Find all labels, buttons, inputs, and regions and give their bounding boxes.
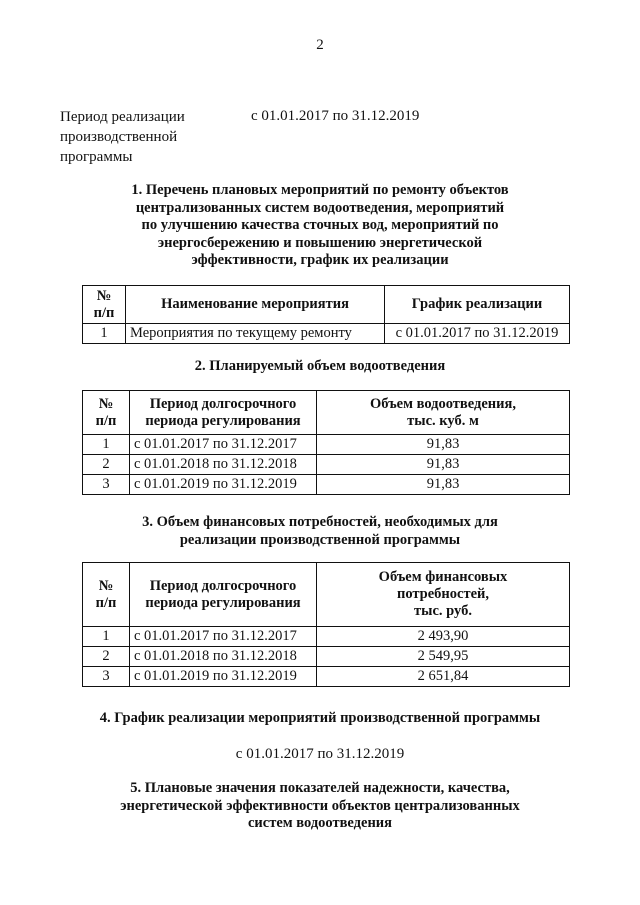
row-finance: 2 493,90 bbox=[317, 627, 570, 647]
row-period: с 01.01.2017 по 31.12.2017 bbox=[130, 435, 317, 455]
col-period-header: Период долгосрочного периода регулирования bbox=[130, 391, 317, 435]
row-number: 3 bbox=[83, 667, 130, 687]
row-period: с 01.01.2018 по 31.12.2018 bbox=[130, 647, 317, 667]
row-number: 2 bbox=[83, 455, 130, 475]
table-row bbox=[83, 475, 570, 495]
table-row bbox=[83, 435, 570, 455]
table-row bbox=[83, 627, 570, 647]
section2-heading: 2. Планируемый объем водоотведения bbox=[194, 358, 446, 374]
row-volume: 91,83 bbox=[317, 435, 570, 455]
row-number: 1 bbox=[83, 324, 126, 344]
row-finance: 2 549,95 bbox=[317, 647, 570, 667]
row-number: 3 bbox=[83, 475, 130, 495]
row-number: 2 bbox=[83, 647, 130, 667]
col-period-header: Период долгосрочного периода регулирования bbox=[130, 563, 317, 627]
table-header-row bbox=[83, 563, 570, 627]
row-volume: 91,83 bbox=[317, 455, 570, 475]
row-number: 1 bbox=[83, 627, 130, 647]
table-row bbox=[83, 647, 570, 667]
table-row bbox=[83, 324, 570, 344]
col-volume-header: Объем водоотведения, тыс. куб. м bbox=[317, 391, 570, 435]
row-volume: 91,83 bbox=[317, 475, 570, 495]
col-schedule-header: График реализации bbox=[385, 286, 570, 324]
section4-heading: 4. График реализации мероприятий производственной программы bbox=[99, 710, 541, 726]
period-value: с 01.01.2017 по 31.12.2019 bbox=[251, 108, 420, 124]
row-schedule: с 01.01.2017 по 31.12.2019 bbox=[385, 324, 570, 344]
section1-heading: 1. Перечень плановых мероприятий по ремонту объектов централизованных систем водоотведения, мероприятий по улучшению качества сточных вод, мероприятий по энергосбережению и повышению энергетической эффективности, график их реализации bbox=[131, 182, 509, 268]
period-label: Период реализации производственной программы bbox=[60, 109, 185, 165]
col-number-header: № п/п bbox=[83, 563, 130, 627]
section3-heading: 3. Объем финансовых потребностей, необходимых для реализации производственной программы bbox=[142, 514, 498, 548]
table-row bbox=[83, 455, 570, 475]
row-period: с 01.01.2019 по 31.12.2019 bbox=[130, 475, 317, 495]
col-number-header: № п/п bbox=[83, 286, 126, 324]
row-number: 1 bbox=[83, 435, 130, 455]
table-header-row bbox=[83, 286, 570, 324]
page-number: 2 bbox=[316, 37, 324, 53]
col-finance-header: Объем финансовых потребностей, тыс. руб. bbox=[317, 563, 570, 627]
row-period: с 01.01.2017 по 31.12.2017 bbox=[130, 627, 317, 647]
table-row bbox=[83, 667, 570, 687]
section5-heading: 5. Плановые значения показателей надежности, качества, энергетической эффективности объектов централизованных систем водоотведения bbox=[120, 780, 520, 831]
col-number-header: № п/п bbox=[83, 391, 130, 435]
table-header-row bbox=[83, 391, 570, 435]
section3-table bbox=[82, 562, 570, 687]
row-period: с 01.01.2018 по 31.12.2018 bbox=[130, 455, 317, 475]
row-name: Мероприятия по текущему ремонту bbox=[126, 324, 385, 344]
row-period: с 01.01.2019 по 31.12.2019 bbox=[130, 667, 317, 687]
col-name-header: Наименование мероприятия bbox=[126, 286, 385, 324]
section1-table bbox=[82, 285, 570, 344]
row-finance: 2 651,84 bbox=[317, 667, 570, 687]
section4-period: с 01.01.2017 по 31.12.2019 bbox=[235, 746, 405, 762]
section2-table bbox=[82, 390, 570, 495]
